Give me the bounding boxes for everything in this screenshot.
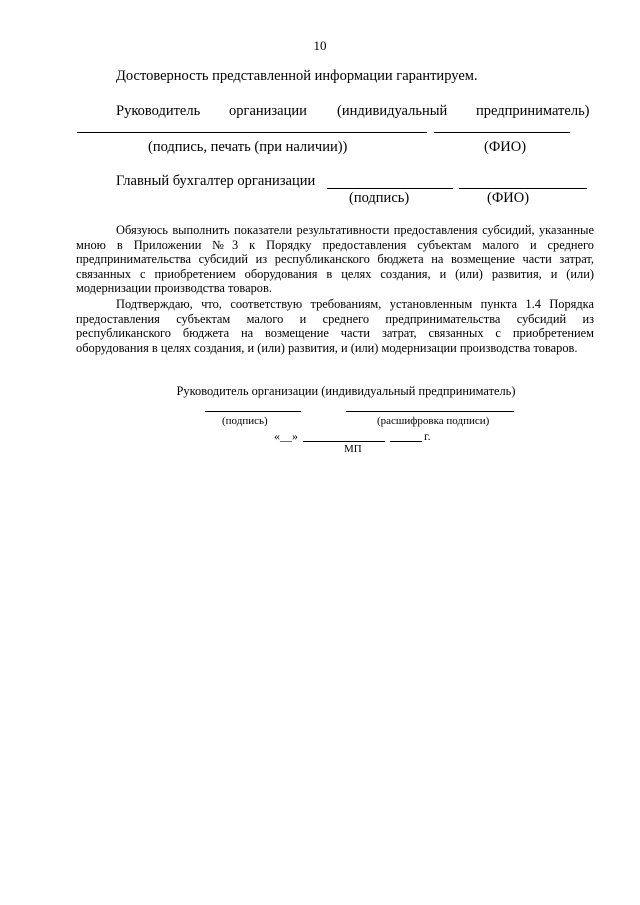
final-signature-title: Руководитель организации (индивидуальный предприниматель) <box>176 384 516 398</box>
head-title-word-4: предприниматель) <box>476 103 590 119</box>
accountant-label: Главный бухгалтер организации <box>116 173 316 189</box>
accountant-name-caption: (ФИО) <box>487 190 530 206</box>
head-title-word-3: (индивидуальный <box>337 103 448 119</box>
date-open-quote: «__» <box>274 429 298 443</box>
final-signature-line <box>205 411 301 412</box>
obligation-paragraph <box>76 223 594 296</box>
head-title-word-2: организации <box>229 103 307 119</box>
accountant-name-line <box>459 188 587 189</box>
date-month-line <box>303 441 385 442</box>
final-signature-caption: (подпись) <box>222 415 268 427</box>
head-signature-line <box>77 132 427 133</box>
guarantee-statement: Достоверность представленной информации гарантируем. <box>116 68 478 84</box>
obligation-text: Обязуюсь выполнить показатели результативности предоставления субсидий, указанные мною в Приложении №3 к Порядку предоставления субъектам малого и среднего предпринимательства субсидий из республиканского бюджета на возмещение части затрат, связанных с приобретением оборудования в целях создания, и (или) развития, и (или) модернизации производства товаров. <box>76 223 594 296</box>
page-number: 10 <box>313 38 327 53</box>
final-decode-line <box>346 411 514 412</box>
stamp-placeholder: МП <box>344 443 362 455</box>
date-year-line <box>390 441 422 442</box>
confirmation-text: Подтверждаю, что, соответствую требованиям, установленным пункта 1.4 Порядка предоставления субъектам малого и среднего предпринимательства субсидий из республиканского бюджета на возмещение части затрат, связанных с приобретением оборудования в целях создания, и (или) развития, и (или) модернизации производства товаров. <box>76 297 594 355</box>
head-title-word-1: Руководитель <box>116 103 201 119</box>
head-name-caption: (ФИО) <box>484 139 527 155</box>
head-signature-caption: (подпись, печать (при наличии)) <box>148 139 348 155</box>
final-decode-caption: (расшифровка подписи) <box>377 415 490 427</box>
head-name-line <box>434 132 570 133</box>
date-year-suffix: г. <box>424 429 431 443</box>
confirmation-paragraph <box>76 297 594 355</box>
accountant-signature-caption: (подпись) <box>349 190 410 206</box>
accountant-signature-line <box>327 188 453 189</box>
